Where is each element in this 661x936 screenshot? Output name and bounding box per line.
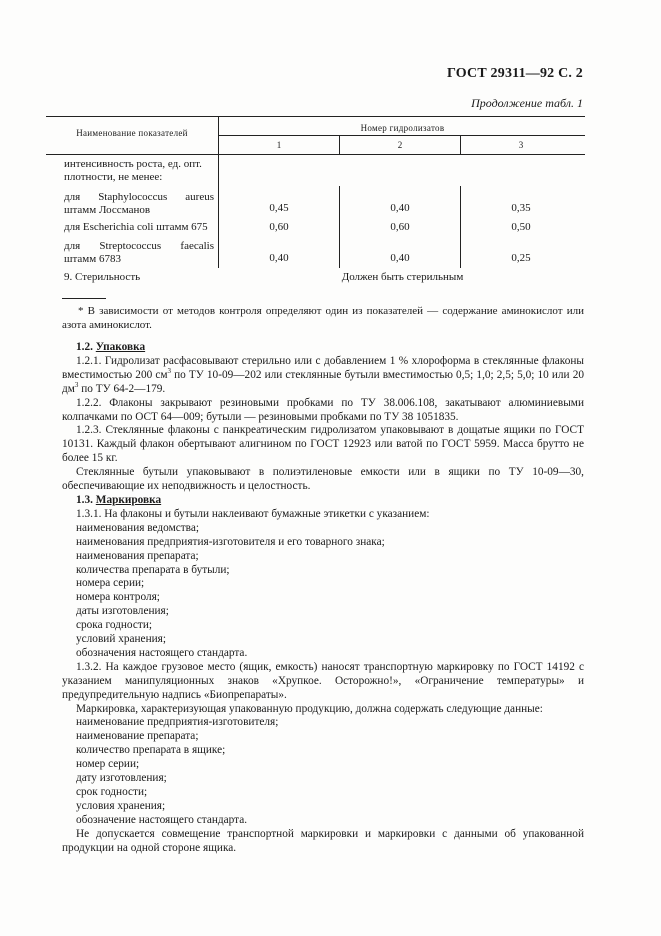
table-cell: 0,40 bbox=[390, 202, 410, 214]
row-label: штамм 6783 bbox=[64, 253, 121, 265]
table-cell: 0,50 bbox=[511, 221, 531, 233]
row-label: для Streptococcus faecalis bbox=[64, 240, 214, 252]
table-body-divider bbox=[218, 154, 219, 186]
row-label: штамм Лоссманов bbox=[64, 204, 151, 216]
paragraph: 1.2.2. Флаконы закрывают резиновыми пробками по ТУ 38.006.108, закатывают алюминиевыми колпачками по ОСТ 64—009; бутыли — резиновыми пробками по ТУ 38 1051835. bbox=[62, 396, 584, 423]
paragraph: 1.2.3. Стеклянные флаконы с панкреатическим гидролизатом упаковывают в дощатые ящики по ГОСТ 10131. Каждый флакон обертывают алигнином по ГОСТ 12923 или ватой по ГОСТ 5959. Масса брутто не более 15 кг. bbox=[62, 424, 584, 465]
list-item: обозначения настоящего стандарта. bbox=[76, 646, 248, 659]
list-item: количества препарата в бутыли; bbox=[76, 563, 230, 576]
paragraph: Стеклянные бутыли упаковывают в полиэтиленовые емкости или в ящики по ТУ 10-09—30, обеспечивающие их неподвижность и целостность. bbox=[62, 466, 584, 493]
section-heading: 1.2. Упаковка bbox=[76, 341, 146, 353]
paragraph: 1.3.1. На флаконы и бутыли наклеивают бумажные этикетки с указанием: bbox=[76, 507, 430, 520]
col-header-1: 1 bbox=[276, 140, 282, 150]
row-label: для Staphylococcus aureus bbox=[64, 191, 214, 203]
list-item: наименования предприятия-изготовителя и его товарного знака; bbox=[76, 535, 385, 548]
list-item: наименования препарата; bbox=[76, 549, 199, 562]
list-item: срока годности; bbox=[76, 619, 153, 632]
table-header-bottom-rule bbox=[46, 154, 585, 155]
table-cell: 0,35 bbox=[511, 202, 531, 214]
table-cell: 0,60 bbox=[269, 221, 289, 233]
list-item: обозначение настоящего стандарта. bbox=[76, 813, 248, 826]
list-item: дату изготовления; bbox=[76, 772, 167, 785]
list-item: наименования ведомства; bbox=[76, 521, 200, 534]
footnote: * В зависимости от методов контроля определяют один из показателей — содержание аминокислот или азота аминокислот. bbox=[62, 305, 584, 331]
table-cell: 0,40 bbox=[269, 252, 289, 264]
list-item: даты изготовления; bbox=[76, 605, 169, 618]
row-intro-line2: плотности, не менее: bbox=[64, 171, 163, 183]
footnote-rule bbox=[62, 298, 106, 299]
col-header-3: 3 bbox=[518, 140, 524, 150]
page-header-title: ГОСТ 29311—92 С. 2 bbox=[446, 66, 583, 81]
table-top-rule bbox=[46, 116, 585, 117]
paragraph: Не допускается совмещение транспортной маркировки и маркировки с данными об упакованной продукции на одной стороне ящика. bbox=[62, 827, 584, 854]
list-item: номер серии; bbox=[76, 758, 140, 771]
list-item: условия хранения; bbox=[76, 799, 166, 812]
paragraph: Маркировка, характеризующая упакованную продукцию, должна содержать следующие данные: bbox=[76, 702, 543, 715]
row-label: для Escherichia coli штамм 675 bbox=[64, 221, 208, 233]
table-group-rule bbox=[218, 135, 585, 136]
document-body bbox=[62, 341, 584, 856]
row-label-sterility: 9. Стерильность bbox=[64, 271, 141, 283]
list-item: номера контроля; bbox=[76, 591, 160, 604]
table-cell: 0,45 bbox=[269, 202, 289, 214]
table-continuation-label: Продолжение табл. 1 bbox=[471, 96, 583, 110]
list-item: номера серии; bbox=[76, 577, 145, 590]
list-item: наименование предприятия-изготовителя; bbox=[76, 716, 279, 729]
table-cell: 0,40 bbox=[390, 252, 410, 264]
sterility-value: Должен быть стерильным bbox=[341, 271, 464, 283]
table-cell: 0,25 bbox=[511, 252, 531, 264]
list-item: наименование препарата; bbox=[76, 730, 199, 743]
list-item: условий хранения; bbox=[76, 633, 166, 646]
section-heading: 1.3. Маркировка bbox=[76, 493, 162, 506]
col-header-2: 2 bbox=[397, 140, 403, 150]
list-item: количество препарата в ящике; bbox=[76, 744, 226, 757]
row-intro-line1: интенсивность роста, ед. опт. bbox=[64, 158, 202, 170]
paragraph: 1.2.1. Гидролизат расфасовывают стерильно или с добавлением 1 % хлороформа в стеклянные флаконы вместимостью 200 $см^3$ по ТУ 10-09—202 или стеклянные бутыли вместимостью 0,5; 1,0; 2,5; 5,0; 10 или 20 $дм^3$ по ТУ 64-2—179. bbox=[62, 354, 584, 395]
paragraph: 1.3.2. На каждое грузовое место (ящик, емкость) наносят транспортную маркировку по ГОСТ 14192 с указанием манипуляционных знаков «Хрупкое. Осторожно!», «Ограничение температуры» и предупредительную надпись «Биопрепараты». bbox=[62, 660, 584, 701]
table-cell: 0,60 bbox=[390, 221, 410, 233]
col-header-name: Наименование показателей bbox=[76, 128, 188, 138]
list-item: срок годности; bbox=[76, 786, 148, 798]
col-header-group: Номер гидролизатов bbox=[360, 123, 445, 133]
